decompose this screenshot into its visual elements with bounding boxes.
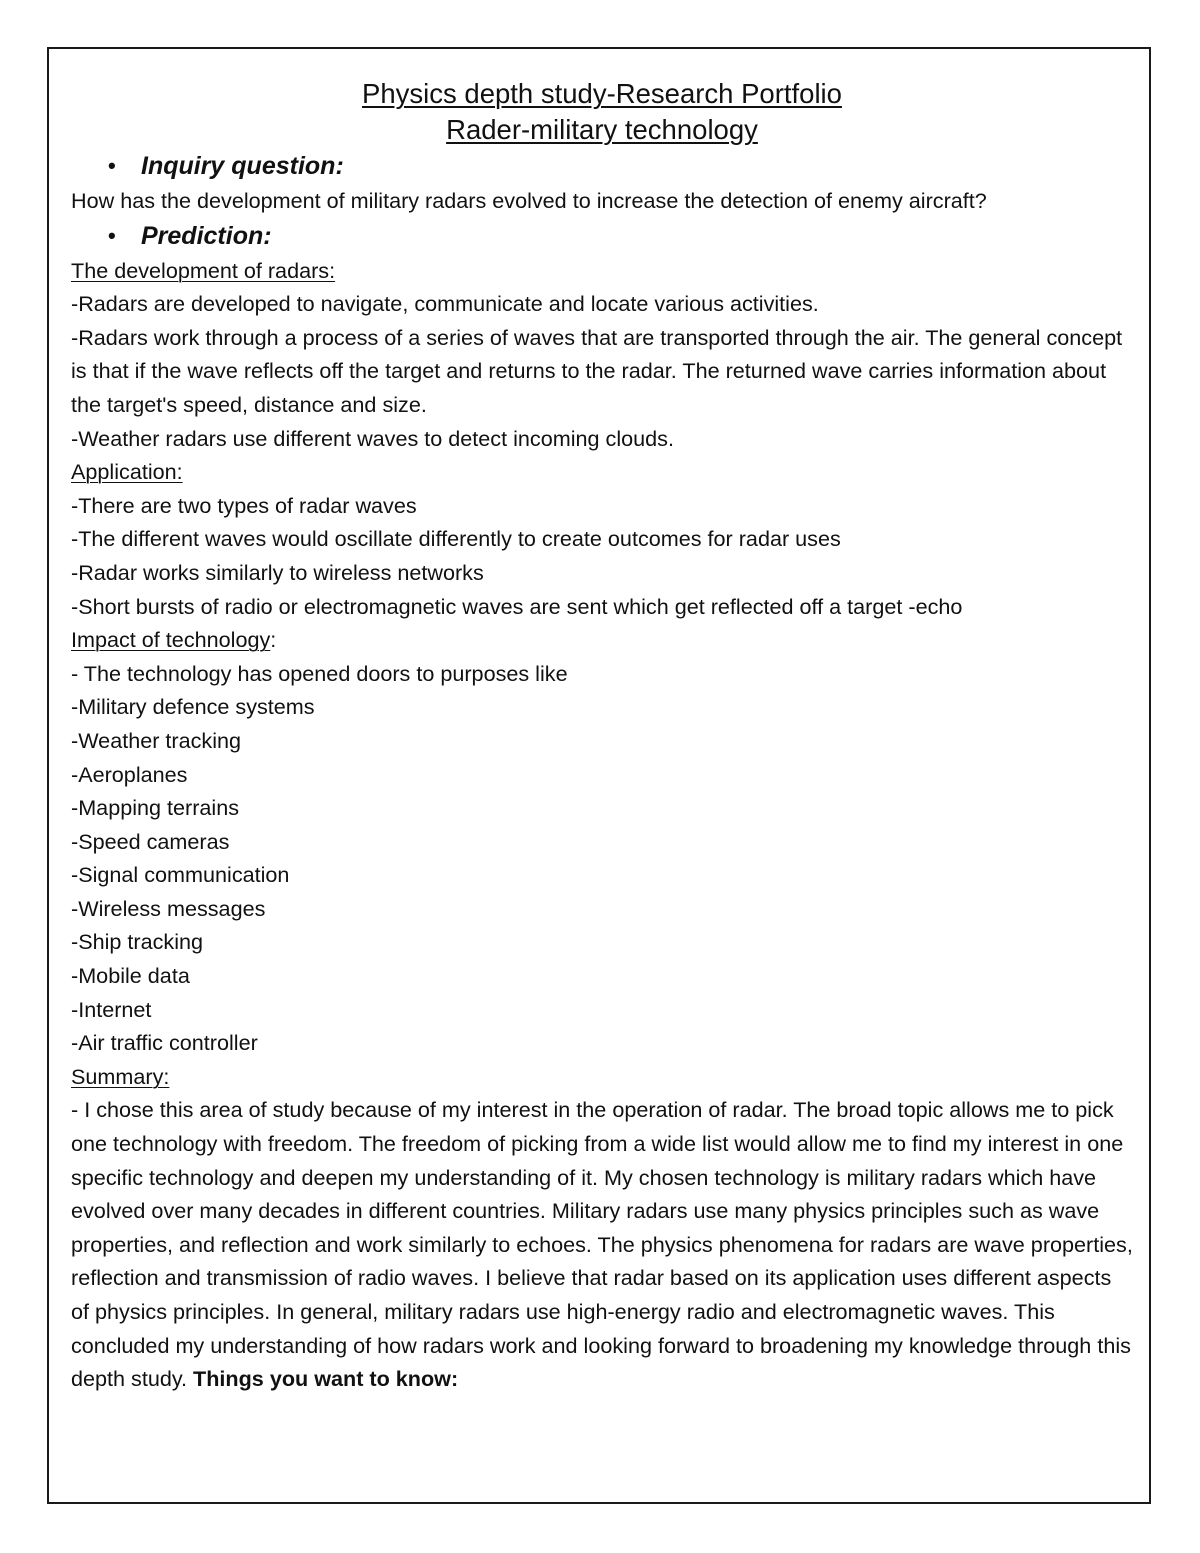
- impact-line: -Signal communication: [71, 862, 290, 888]
- inquiry-question-text: How has the development of military radars evolved to increase the detection of enemy aircraft?: [71, 188, 987, 213]
- inquiry-heading: [71, 148, 1133, 184]
- bullet-icon: •: [108, 153, 116, 178]
- things-you-want-to-know: Things you want to know:: [193, 1366, 459, 1392]
- application-line: -Short bursts of radio or electromagnetic waves are sent which get reflected off a target -echo: [71, 593, 963, 619]
- impact-line: -Air traffic controller: [71, 1030, 258, 1056]
- bullet-icon: •: [108, 222, 116, 248]
- impact-line: -Mobile data: [71, 963, 190, 989]
- document-subtitle: Rader-military technology: [446, 114, 758, 145]
- summary-body: - I chose this area of study because of my interest in the operation of radar. The broad topic allows me to pick one technology with freedom. The freedom of picking from a wide list would allow me to find my interest in one specific technology and deepen my understanding of it. My chosen technology is military radars which have evolved over many decades in different countries. Military radars use many physics principles such as wave properties, and reflection and work similarly to echoes. The physics phenomena for radars are wave properties, reflection and transmission of radio waves. I believe that radar based on its application uses different aspects of physics principles. In general, military radars use high-energy radio and electromagnetic waves. This concluded my understanding of how radars work and looking forward to broadening my knowledge through this depth study.: [71, 1097, 1133, 1392]
- document-body: [71, 76, 1133, 1396]
- application-line: -Radar works similarly to wireless networks: [71, 559, 484, 585]
- impact-line: - The technology has opened doors to purposes like: [71, 660, 568, 686]
- prediction-heading-label: Prediction:: [141, 221, 272, 250]
- summary-heading: Summary:: [71, 1063, 170, 1089]
- application-line: -The different waves would oscillate differently to create outcomes for radar uses: [71, 526, 841, 552]
- impact-line: -Speed cameras: [71, 828, 230, 854]
- development-heading: The development of radars:: [71, 257, 336, 283]
- impact-line: -Mapping terrains: [71, 795, 240, 821]
- impact-line: -Military defence systems: [71, 694, 315, 720]
- prediction-heading: [71, 218, 1133, 254]
- summary-text: [71, 1093, 1133, 1395]
- document-title: Physics depth study-Research Portfolio: [362, 78, 842, 109]
- impact-heading-label: Impact of technology: [71, 627, 271, 653]
- impact-line: -Weather tracking: [71, 727, 242, 753]
- development-line: -Weather radars use different waves to detect incoming clouds.: [71, 425, 674, 451]
- impact-line: -Aeroplanes: [71, 761, 188, 787]
- impact-line: -Wireless messages: [71, 895, 266, 921]
- development-line: -Radars work through a process of a series of waves that are transported through the air. The general concept is that if the wave reflects off the target and returns to the radar. The returned wave carries information about the target's speed, distance and size.: [71, 324, 1123, 417]
- impact-line: -Ship tracking: [71, 929, 204, 955]
- impact-line: -Internet: [71, 996, 152, 1022]
- impact-heading: [71, 623, 1133, 657]
- application-heading: Application:: [71, 459, 183, 485]
- impact-heading-suffix: :: [270, 627, 277, 653]
- inquiry-heading-label: Inquiry question:: [141, 152, 344, 180]
- development-line: -Radars are developed to navigate, communicate and locate various activities.: [71, 291, 819, 317]
- application-line: -There are two types of radar waves: [71, 492, 417, 518]
